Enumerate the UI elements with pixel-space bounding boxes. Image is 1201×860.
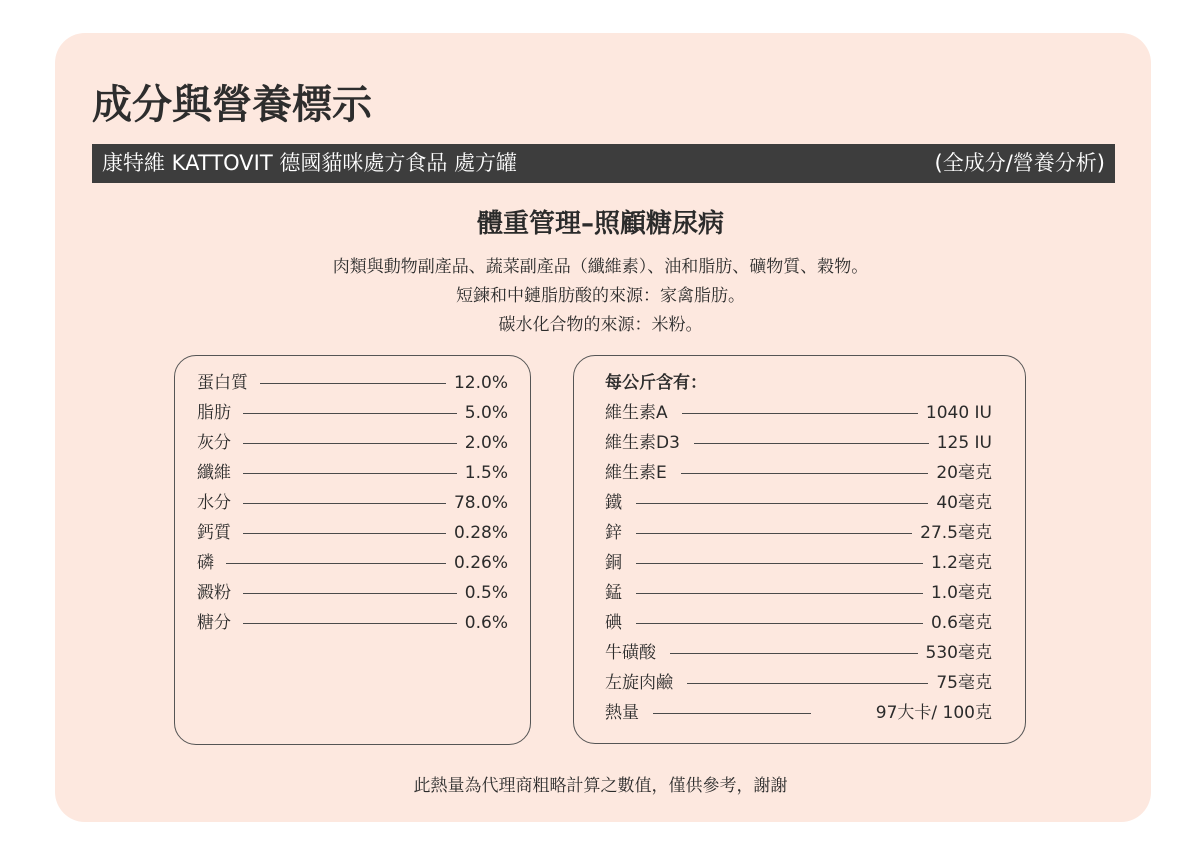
energy-name: 熱量 [605, 703, 639, 723]
per-kg-row [605, 458, 992, 488]
leader-line [226, 563, 446, 564]
analysis-row [197, 518, 508, 548]
nutrient-value: 0.6毫克 [930, 613, 992, 633]
product-name: 康特維 KATTOVIT 德國貓咪處方食品 處方罐 [102, 151, 517, 175]
leader-line [681, 473, 929, 474]
analysis-row [197, 368, 508, 398]
nutrient-value: 530毫克 [925, 643, 992, 663]
per-kg-panel [573, 355, 1026, 744]
nutrient-name: 鐵 [605, 493, 622, 513]
nutrient-name: 碘 [605, 613, 622, 633]
nutrient-name: 維生素A [605, 403, 668, 423]
leader-line [687, 683, 928, 684]
nutrient-value: 0.28% [453, 523, 508, 543]
leader-line [670, 653, 918, 654]
analysis-panel [174, 355, 531, 745]
nutrient-value: 0.6% [464, 613, 508, 633]
nutrient-name: 澱粉 [197, 583, 231, 603]
per-kg-row [605, 578, 992, 608]
nutrient-name: 鈣質 [197, 523, 231, 543]
leader-line [260, 383, 446, 384]
product-note: (全成分/營養分析) [934, 151, 1105, 175]
nutrient-name: 錳 [605, 583, 622, 603]
leader-line [243, 503, 446, 504]
nutrient-value: 12.0% [453, 373, 508, 393]
nutrient-value: 78.0% [453, 493, 508, 513]
nutrient-value: 1.0毫克 [930, 583, 992, 603]
nutrient-value: 1.2毫克 [930, 553, 992, 573]
nutrient-name: 左旋肉鹼 [605, 673, 673, 693]
nutrient-value: 0.5% [464, 583, 508, 603]
nutrient-value: 125 IU [936, 433, 992, 453]
energy-row [605, 698, 992, 728]
formula-title: 體重管理–照顧糖尿病 [476, 209, 724, 239]
per-kg-row [605, 668, 992, 698]
leader-line [682, 413, 918, 414]
leader-line [243, 443, 457, 444]
leader-line [636, 623, 923, 624]
nutrient-value: 2.0% [464, 433, 508, 453]
analysis-row [197, 488, 508, 518]
nutrient-name: 水分 [197, 493, 231, 513]
nutrient-value: 5.0% [464, 403, 508, 423]
nutrient-name: 磷 [197, 553, 214, 573]
per-kg-row [605, 548, 992, 578]
nutrient-name: 維生素D3 [605, 433, 680, 453]
per-kg-row [605, 638, 992, 668]
leader-line [653, 713, 811, 714]
ingredient-list [0, 253, 1201, 340]
nutrient-name: 纖維 [197, 463, 231, 483]
per-kg-row [605, 398, 992, 428]
page-title: 成分與營養標示 [92, 82, 372, 128]
nutrient-name: 脂肪 [197, 403, 231, 423]
leader-line [243, 533, 446, 534]
nutrient-name: 維生素E [605, 463, 667, 483]
analysis-row [197, 548, 508, 578]
leader-line [636, 503, 928, 504]
nutrient-value: 20毫克 [936, 463, 992, 483]
analysis-row [197, 398, 508, 428]
product-bar [92, 144, 1115, 183]
nutrient-value: 75毫克 [936, 673, 992, 693]
per-kg-row [605, 608, 992, 638]
per-kg-row [605, 518, 992, 548]
leader-line [243, 593, 457, 594]
ingredient-line: 肉類與動物副產品、蔬菜副產品（纖維素）、油和脂肪、礦物質、穀物。 [332, 257, 869, 277]
analysis-row [197, 458, 508, 488]
analysis-row [197, 608, 508, 638]
analysis-row [197, 578, 508, 608]
footer-note: 此熱量為代理商粗略計算之數值，僅供參考，謝謝 [413, 776, 788, 796]
leader-line [636, 563, 923, 564]
nutrient-name: 牛磺酸 [605, 643, 656, 663]
leader-line [243, 413, 457, 414]
per-kg-row [605, 488, 992, 518]
leader-line [243, 623, 457, 624]
ingredient-line: 短鍊和中鏈脂肪酸的來源：家禽脂肪。 [456, 286, 745, 306]
nutrient-value: 0.26% [453, 553, 508, 573]
leader-line [694, 443, 929, 444]
leader-line [243, 473, 457, 474]
per-kg-heading: 每公斤含有： [605, 373, 707, 393]
ingredient-line: 碳水化合物的來源：米粉。 [498, 315, 703, 335]
per-kg-row [605, 428, 992, 458]
nutrient-name: 鋅 [605, 523, 622, 543]
leader-line [636, 593, 923, 594]
analysis-row [197, 428, 508, 458]
nutrient-value: 1040 IU [925, 403, 992, 423]
nutrient-value: 1.5% [464, 463, 508, 483]
nutrient-name: 灰分 [197, 433, 231, 453]
nutrient-value: 40毫克 [936, 493, 992, 513]
nutrient-value: 27.5毫克 [920, 523, 992, 543]
nutrient-name: 蛋白質 [197, 373, 248, 393]
leader-line [636, 533, 912, 534]
energy-value: 97大卡/ 100克 [875, 703, 992, 723]
nutrient-name: 銅 [605, 553, 622, 573]
nutrient-name: 糖分 [197, 613, 231, 633]
